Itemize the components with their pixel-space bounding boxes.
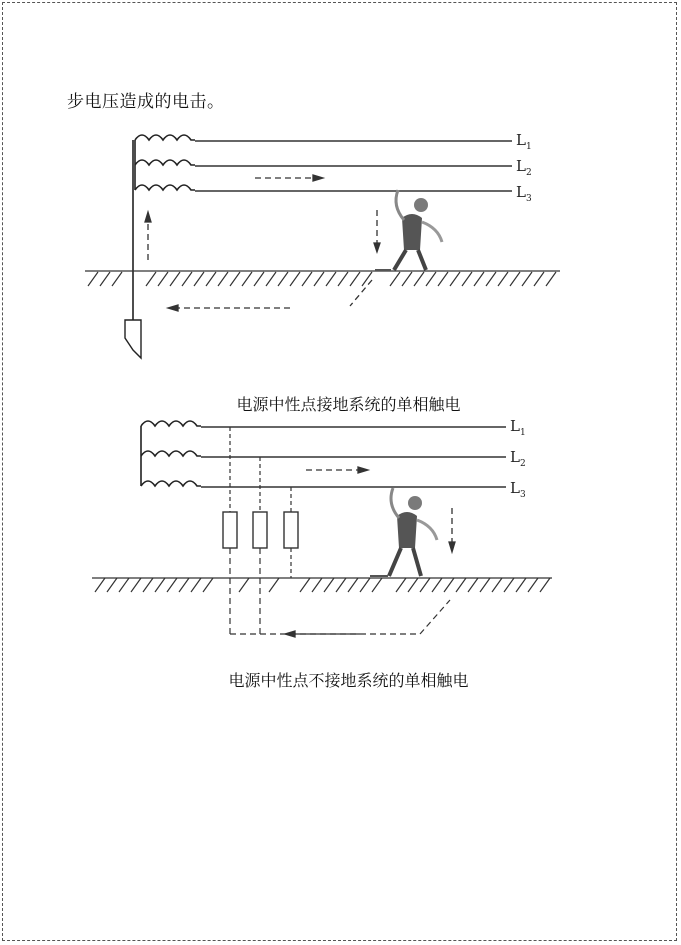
phase-label-l1: $L_1$ [516, 131, 532, 152]
phase-label-l3: $L_3$ [516, 183, 532, 204]
transformer-coils-2 [141, 421, 201, 486]
current-arrows-2 [285, 467, 455, 637]
phase-lines-2 [201, 427, 506, 487]
phase-label-l2: $L_2$ [510, 448, 526, 469]
phase-label-l2: $L_2$ [516, 157, 532, 178]
ground-surface-2 [92, 578, 552, 592]
intro-text: 步电压造成的电击。 [67, 92, 225, 112]
phase-label-l3: $L_3$ [510, 479, 526, 500]
figure2-caption: 电源中性点不接地系统的单相触电 [228, 671, 469, 690]
figure1-caption: 电源中性点接地系统的单相触电 [236, 395, 461, 414]
phase-label-l1: $L_1$ [510, 417, 526, 438]
person-figure-2 [370, 488, 437, 576]
